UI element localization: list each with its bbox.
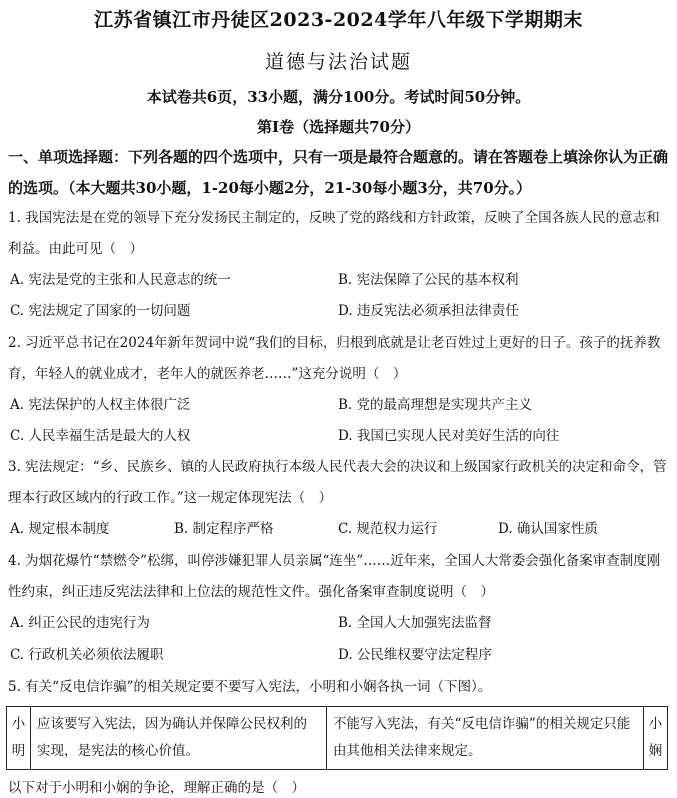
right-speaker-name: 小娴	[643, 707, 667, 770]
section-instruction: 一、单项选择题：下列各题的四个选项中，只有一项是最符合题意的。请在答题卷上填涂你认为正确的选项。（本大题共30小题，1-20每小题2分，21-30每小题3分，共70分。）	[8, 148, 669, 197]
left-speaker-name: 小明	[7, 707, 31, 770]
question-4-option-a: A. 纠正公民的违宪行为	[10, 615, 150, 631]
debate-table	[6, 706, 668, 770]
question-3-option-d: D. 确认国家性质	[498, 521, 598, 537]
exam-subject: 道德与法治试题	[264, 51, 412, 73]
question-2-option-a: A. 宪法保护的人权主体很广泛	[10, 397, 191, 413]
question-2-stem: 2. 习近平总书记在2024年新年贺词中说“我们的目标，归根到底就是让老百姓过上更好的日子。孩子的抚养教育，年轻人的就业成才，老年人的就医养老……”这充分说明（ ）	[8, 335, 661, 382]
table-row	[7, 707, 668, 770]
question-2-option-d: D. 我国已实现人民对美好生活的向往	[338, 428, 560, 444]
question-3-option-a: A. 规定根本制度	[10, 521, 110, 537]
question-1-stem: 1. 我国宪法是在党的领导下充分发扬民主制定的，反映了党的路线和方针政策，反映了全国各族人民的意志和利益。由此可见（ ）	[8, 210, 660, 257]
question-1-option-a: A. 宪法是党的主张和人民意志的统一	[10, 272, 231, 288]
question-1-option-d: D. 违反宪法必须承担法律责任	[338, 303, 519, 319]
question-3-option-b: B. 制定程序严格	[174, 521, 274, 537]
part-heading: 第Ⅰ卷（选择题共70分）	[257, 118, 420, 136]
question-4-option-b: B. 全国人大加强宪法监督	[338, 615, 492, 631]
question-3-stem: 3. 宪法规定：“乡、民族乡、镇的人民政府执行本级人民代表大会的决议和上级国家行政机关的决定和命令，管理本行政区域内的行政工作。”这一规定体现宪法（ ）	[8, 459, 667, 506]
question-2-option-b: B. 党的最高理想是实现共产主义	[338, 397, 533, 413]
question-1-option-c: C. 宪法规定了国家的一切问题	[10, 303, 191, 319]
right-speaker-view: 不能写入宪法，有关“反电信诈骗”的相关规定只能由其他相关法律来规定。	[327, 707, 644, 770]
question-1-option-b: B. 宪法保障了公民的基本权利	[338, 272, 519, 288]
exam-title: 江苏省镇江市丹徒区2023-2024学年八年级下学期期末	[94, 9, 583, 31]
left-speaker-view: 应该要写入宪法，因为确认并保障公民权利的实现，是宪法的核心价值。	[31, 707, 327, 770]
question-4-stem: 4. 为烟花爆竹“禁燃令”松绑，叫停涉嫌犯罪人员亲属“连坐”……近年来，全国人大常委会强化备案审查制度刚性约束，纠正违反宪法法律和上位法的规范性文件。强化备案审查制度说明（ ）	[8, 553, 661, 600]
question-5-follow: 以下对于小明和小娴的争论，理解正确的是（ ）	[8, 780, 305, 796]
question-2-option-c: C. 人民幸福生活是最大的人权	[10, 428, 191, 444]
question-5-stem: 5. 有关“反电信诈骗”的相关规定要不要写入宪法，小明和小娴各执一词（下图）。	[8, 679, 492, 695]
exam-info: 本试卷共6页，33小题，满分100分。考试时间50分钟。	[146, 88, 531, 106]
question-4-option-d: D. 公民维权要守法定程序	[338, 647, 492, 663]
question-4-option-c: C. 行政机关必须依法履职	[10, 647, 164, 663]
question-3-option-c: C. 规范权力运行	[338, 521, 438, 537]
